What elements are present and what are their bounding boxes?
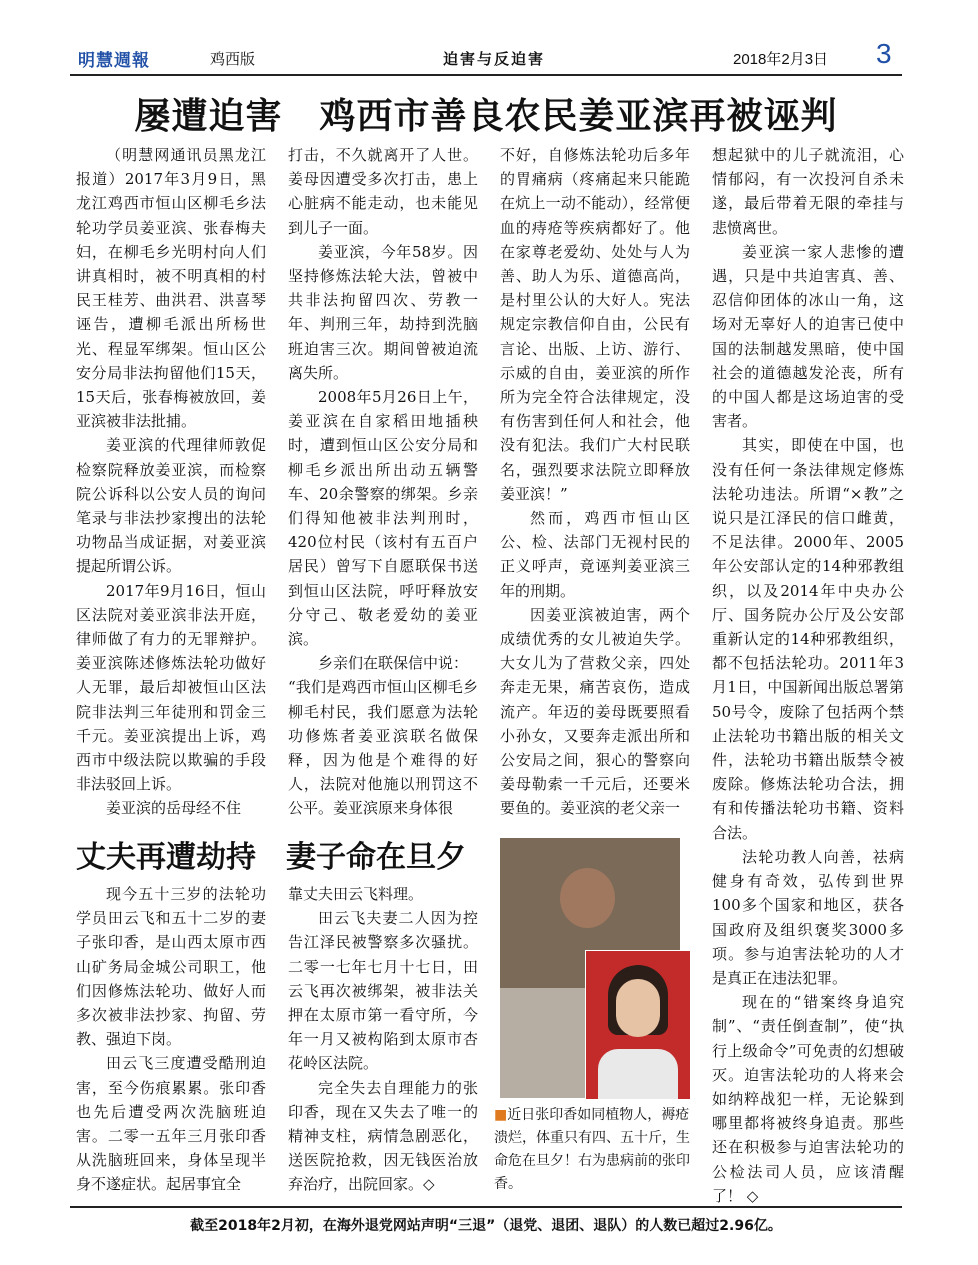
footer-rule — [70, 1206, 902, 1208]
paragraph: 然而，鸡西市恒山区公、检、法部门无视村民的正义呼声，竟诬判姜亚滨三年的刑期。 — [500, 509, 690, 600]
article1-col3 — [500, 143, 690, 821]
paragraph: 田云飞夫妻二人因为控告江泽民被警察多次骚扰。二零一七年七月十七日，田云飞再次被绑架，被非法关押在太原市第一看守所，今年一月又被构陷到太原市杏花岭区法院。 — [288, 909, 478, 1073]
paragraph: 姜亚滨的代理律师敦促检察院释放姜亚滨，而检察院公诉科以公安人员的询问笔录与非法抄家搜出的法轮功物品当成证据，对姜亚滨提起所谓公诉。 — [76, 436, 266, 576]
paragraph: 因姜亚滨被迫害，两个成绩优秀的女儿被迫失学。大女儿为了营救父亲，四处奔走无果，痛苦哀伤，造成流产。年迈的姜母既要照看小孙女，又要奔走派出所和公安局之间，狠心的警察向姜母勒索一千元后，还要米要鱼的。姜亚滨的老父亲一 — [500, 605, 690, 818]
paragraph: 想起狱中的儿子就流泪，心情郁闷，有一次投河自杀未遂，最后带着无限的牵挂与悲愤离世。 — [712, 146, 904, 237]
paragraph: 乡亲们在联保信中说： — [318, 654, 469, 673]
paragraph: 靠丈夫田云飞料理。 — [288, 885, 424, 903]
paragraph: 2017年9月16日，恒山区法院对姜亚滨非法开庭，律师做了有力的无罪辩护。姜亚滨陈述修炼法轮功做好人无罪，最后却被恒山区法院非法判三年徒刑和罚金三千元。姜亚滨提出上诉，鸡西市中级法院以欺骗的手段非法驳回上诉。 — [76, 581, 266, 794]
paragraph: 完全失去自理能力的张印香，现在又失去了唯一的精神支柱，病情急剧恶化，送医院抢救，因无钱医治放弃治疗，出院回家。◇ — [288, 1078, 478, 1194]
paragraph: （明慧网通讯员黑龙江报道）2017年3月9日，黑龙江鸡西市恒山区柳毛乡法轮功学员姜亚滨、张春梅夫妇，在柳毛乡光明村向人们讲真相时，被不明真相的村民王桂芳、曲洪君、洪喜琴诬告，遭柳毛派出所杨世光、程显军绑架。恒山区公安分局非法拘留他们15天，15天后，张春梅被放回，姜亚滨被非法批捕。 — [76, 146, 266, 431]
paragraph: 2008年5月26日上午，姜亚滨在自家稻田地插秧时，遭到恒山区公安分局和柳毛乡派出所出动五辆警车、20余警察的绑架。乡亲们得知他被非法判刑时，420位村民（该村有五百户居民）曾写下自愿联保书送到恒山区法院，呼吁释放安分守己、敬老爱幼的姜亚滨。 — [288, 388, 478, 649]
article2-col2 — [288, 882, 478, 1197]
headline: 屡遭迫害 鸡西市善良农民姜亚滨再被诬判 — [134, 95, 838, 137]
issue-date: 2018年2月3日 — [733, 51, 829, 68]
caption-text: 近日张印香如同植物人，褥疮溃烂，体重只有四、五十斤，生命危在旦夕！右为患病前的张印香。 — [494, 1107, 690, 1192]
paragraph: 不好，自修炼法轮功后多年的胃痛病（疼痛起来只能跪在炕上一动不能动），经常便血的痔疮等疾病都好了。他在家尊老爱幼、处处与人为善、助人为乐、道德高尚，是村里公认的大好人。宪法规定宗教信仰自由，公民有言论、出版、上访、游行、示威的自由，姜亚滨的所作所为完全符合法律规定，没有伤害到任何人和社会，他没有犯法。我们广大村民联名，强烈要求法院立即释放姜亚滨！” — [500, 146, 690, 503]
article2-headline: 丈夫再遭劫持 妻子命在旦夕 — [76, 840, 466, 875]
footer-notice: 截至2018年2月初，在海外退党网站声明“三退”（退党、退团、退队）的人数已超过2.96亿。 — [190, 1218, 782, 1234]
paragraph: 姜亚滨一家人悲惨的遭遇，只是中共迫害真、善、忍信仰团体的冰山一角，这场对无辜好人的迫害已使中国的法制越发黑暗，使中国社会的道德越发沦丧，所有的中国人都是这场迫害的受害者。 — [712, 242, 904, 431]
article1-col4 — [712, 143, 904, 1208]
portrait-inset-photo — [585, 950, 691, 1100]
paragraph: 姜亚滨，今年58岁。因坚持修炼法轮大法，曾被中共非法拘留四次、劳教一年、判刑三年，劫持到洗脑班迫害三次。期间曾被迫流离失所。 — [288, 242, 478, 382]
paragraph: “我们是鸡西市恒山区柳毛乡柳毛村民，我们愿意为法轮功修炼者姜亚滨联名做保释，因为他是个难得的好人，法院对他施以刑罚这不公平。姜亚滨原来身体很 — [288, 678, 478, 818]
section-title: 迫害与反迫害 — [443, 50, 546, 68]
article2-col1 — [76, 882, 266, 1197]
photo-caption — [494, 1104, 694, 1196]
edition-label: 鸡西版 — [210, 50, 256, 68]
page-header — [78, 38, 898, 74]
masthead: 明慧週報 — [78, 51, 150, 71]
page-number: 3 — [876, 38, 892, 69]
paragraph: 法轮功教人向善，祛病健身有奇效，弘传到世界100多个国家和地区，获各国政府及组织褒奖3000多项。参与迫害法轮功的人才是真正在违法犯罪。 — [712, 847, 904, 987]
paragraph: 现在的“错案终身追究制”、“责任倒查制”，使“执行上级命令”可免责的幻想破灭。迫害法轮功的人将来会如纳粹战犯一样，无论躲到哪里都将被终身追责。那些还在积极参与迫害法轮功的公检法司人员，应该清醒了！ ◇ — [712, 993, 904, 1205]
header-rule — [70, 74, 902, 76]
paragraph: 其实，即使在中国，也没有任何一条法律规定修炼法轮功违法。所谓“×教”之说只是江泽民的信口雌黄，不足法律。2000年、2005年公安部认定的14种邪教组织，以及2014年中央办公厅、国务院办公厅及公安部重新认定的14种邪教组织，都不包括法轮功。2011年3月1日，中国新闻出版总署第50号令，废除了包括两个禁止法轮功书籍出版的相关文件，法轮功书籍出版禁令被废除。修炼法轮功合法，拥有和传播法轮功书籍、资料合法。 — [712, 436, 904, 842]
paragraph: 田云飞三度遭受酷刑迫害，至今伤痕累累。张印香也先后遭受两次洗脑班迫害。二零一五年三月张印香从洗脑班回来，身体呈现半身不遂症状。起居事宜全 — [76, 1054, 266, 1194]
article1-col1 — [76, 143, 266, 821]
paragraph: 姜亚滨的岳母经不住 — [106, 799, 242, 818]
caption-marker-icon: ■ — [494, 1107, 508, 1123]
article1-col2 — [288, 143, 478, 821]
paragraph: 打击，不久就离开了人世。姜母因遭受多次打击，患上心脏病不能走动，也未能见到儿子一面。 — [288, 146, 478, 237]
paragraph: 现今五十三岁的法轮功学员田云飞和五十二岁的妻子张印香，是山西太原市西山矿务局金城公司职工，他们因修炼法轮功、做好人而多次被非法抄家、拘留、劳教、强迫下岗。 — [76, 885, 266, 1049]
